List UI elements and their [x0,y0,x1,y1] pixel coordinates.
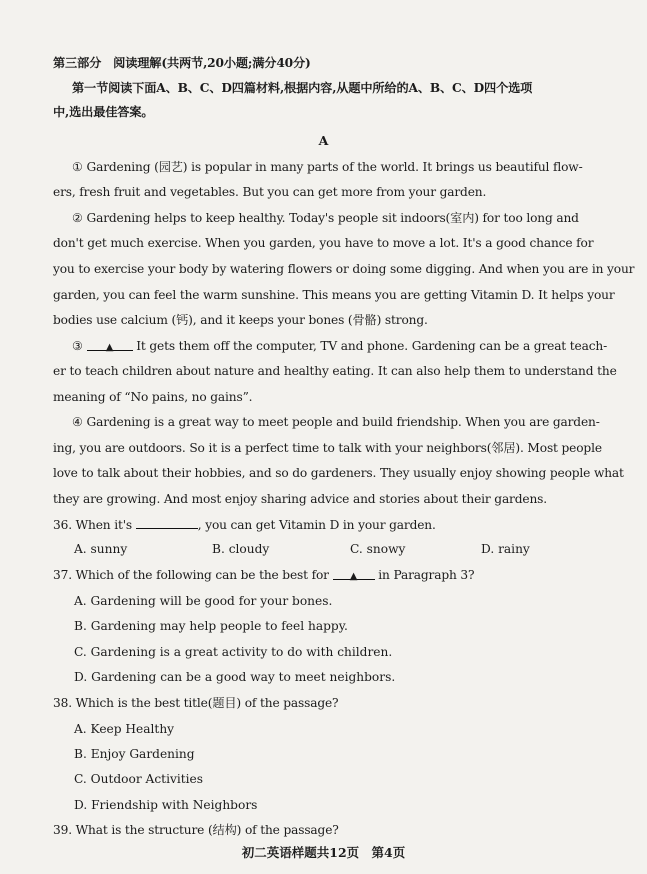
section-header: 第三部分 阅读理解(共两节,20小题;满分40分) [53,56,311,70]
q36-option-b: B. cloudy [212,542,270,556]
question-36-stem [53,516,593,533]
q37-stem-after: in Paragraph 3? [378,568,475,582]
q37-option-c: C. Gardening is a great activity to do with children. [74,645,393,659]
p3-line-1 [72,338,612,354]
q37-option-a: A. Gardening will be good for your bones. [74,594,333,608]
footer-total-pages: 初二英语样题共12页 [241,845,360,860]
q36-option-c: C. snowy [350,542,406,556]
triangle-icon: ▲ [105,342,114,353]
q37-stem-before: 37. Which of the following can be the best for [53,568,329,582]
p2-line-2: don't get much exercise. When you garden, you have to move a lot. It's a good chance for [53,236,594,250]
question-37-stem [53,567,593,583]
passage-title: A [318,133,329,148]
p3-number: ③ [72,339,83,353]
q38-option-c: C. Outdoor Activities [74,772,204,786]
instructions-line-1: 第一节阅读下面A、B、C、D四篇材料,根据内容,从题中所给的A、B、C、D四个选项 [72,81,533,95]
question-39-stem: 39. What is the structure (结构) of the passage? [53,823,339,837]
p3-line-3: meaning of “No pains, no gains”. [53,390,253,404]
question-38-stem: 38. Which is the best title(题目) of the passage? [53,696,339,710]
q38-option-b: B. Enjoy Gardening [74,747,195,761]
p2-line-5: bodies use calcium (钙), and it keeps your bones (骨骼) strong. [53,313,428,327]
p4-line-2: ing, you are outdoors. So it is a perfect time to talk with your neighbors(邻居). Most people [53,441,602,455]
p3-line-1-text: It gets them off the computer, TV and phone. Gardening can be a great teach- [136,339,608,353]
q36-blank [136,516,198,529]
p1-line-1: ① Gardening (园艺) is popular in many parts of the world. It brings us beautiful flow- [72,160,583,174]
q36-stem-after: , you can get Vitamin D in your garden. [197,518,436,532]
p2-line-3: you to exercise your body by watering flowers or doing some digging. And when you are in your [53,262,635,276]
p3-line-2: er to teach children about nature and healthy eating. It can also help them to understand the [53,364,617,378]
p3-blank [87,338,133,351]
q37-option-b: B. Gardening may help people to feel happy. [74,619,348,633]
page-footer [0,843,647,861]
q37-blank [333,567,375,580]
p1-line-2: ers, fresh fruit and vegetables. But you can get more from your garden. [53,185,487,199]
q36-stem-before: 36. When it's [53,518,133,532]
q36-option-d: D. rainy [481,542,530,556]
p2-line-1: ② Gardening helps to keep healthy. Today's people sit indoors(室内) for too long and [72,211,579,225]
q37-option-d: D. Gardening can be a good way to meet neighbors. [74,670,396,684]
p2-line-4: garden, you can feel the warm sunshine. This means you are getting Vitamin D. It helps your [53,288,615,302]
instructions-line-2: 中,选出最佳答案。 [53,105,154,119]
p4-line-3: love to talk about their hobbies, and so do gardeners. They usually enjoy showing people what [53,466,624,480]
q38-option-d: D. Friendship with Neighbors [74,798,258,812]
triangle-icon: ▲ [349,571,358,582]
q36-option-a: A. sunny [74,542,128,556]
p4-line-4: they are growing. And most enjoy sharing advice and stories about their gardens. [53,492,547,506]
q38-option-a: A. Keep Healthy [74,722,175,736]
footer-page-number: 第4页 [371,845,406,860]
p4-line-1: ④ Gardening is a great way to meet people and build friendship. When you are garden- [72,415,600,429]
